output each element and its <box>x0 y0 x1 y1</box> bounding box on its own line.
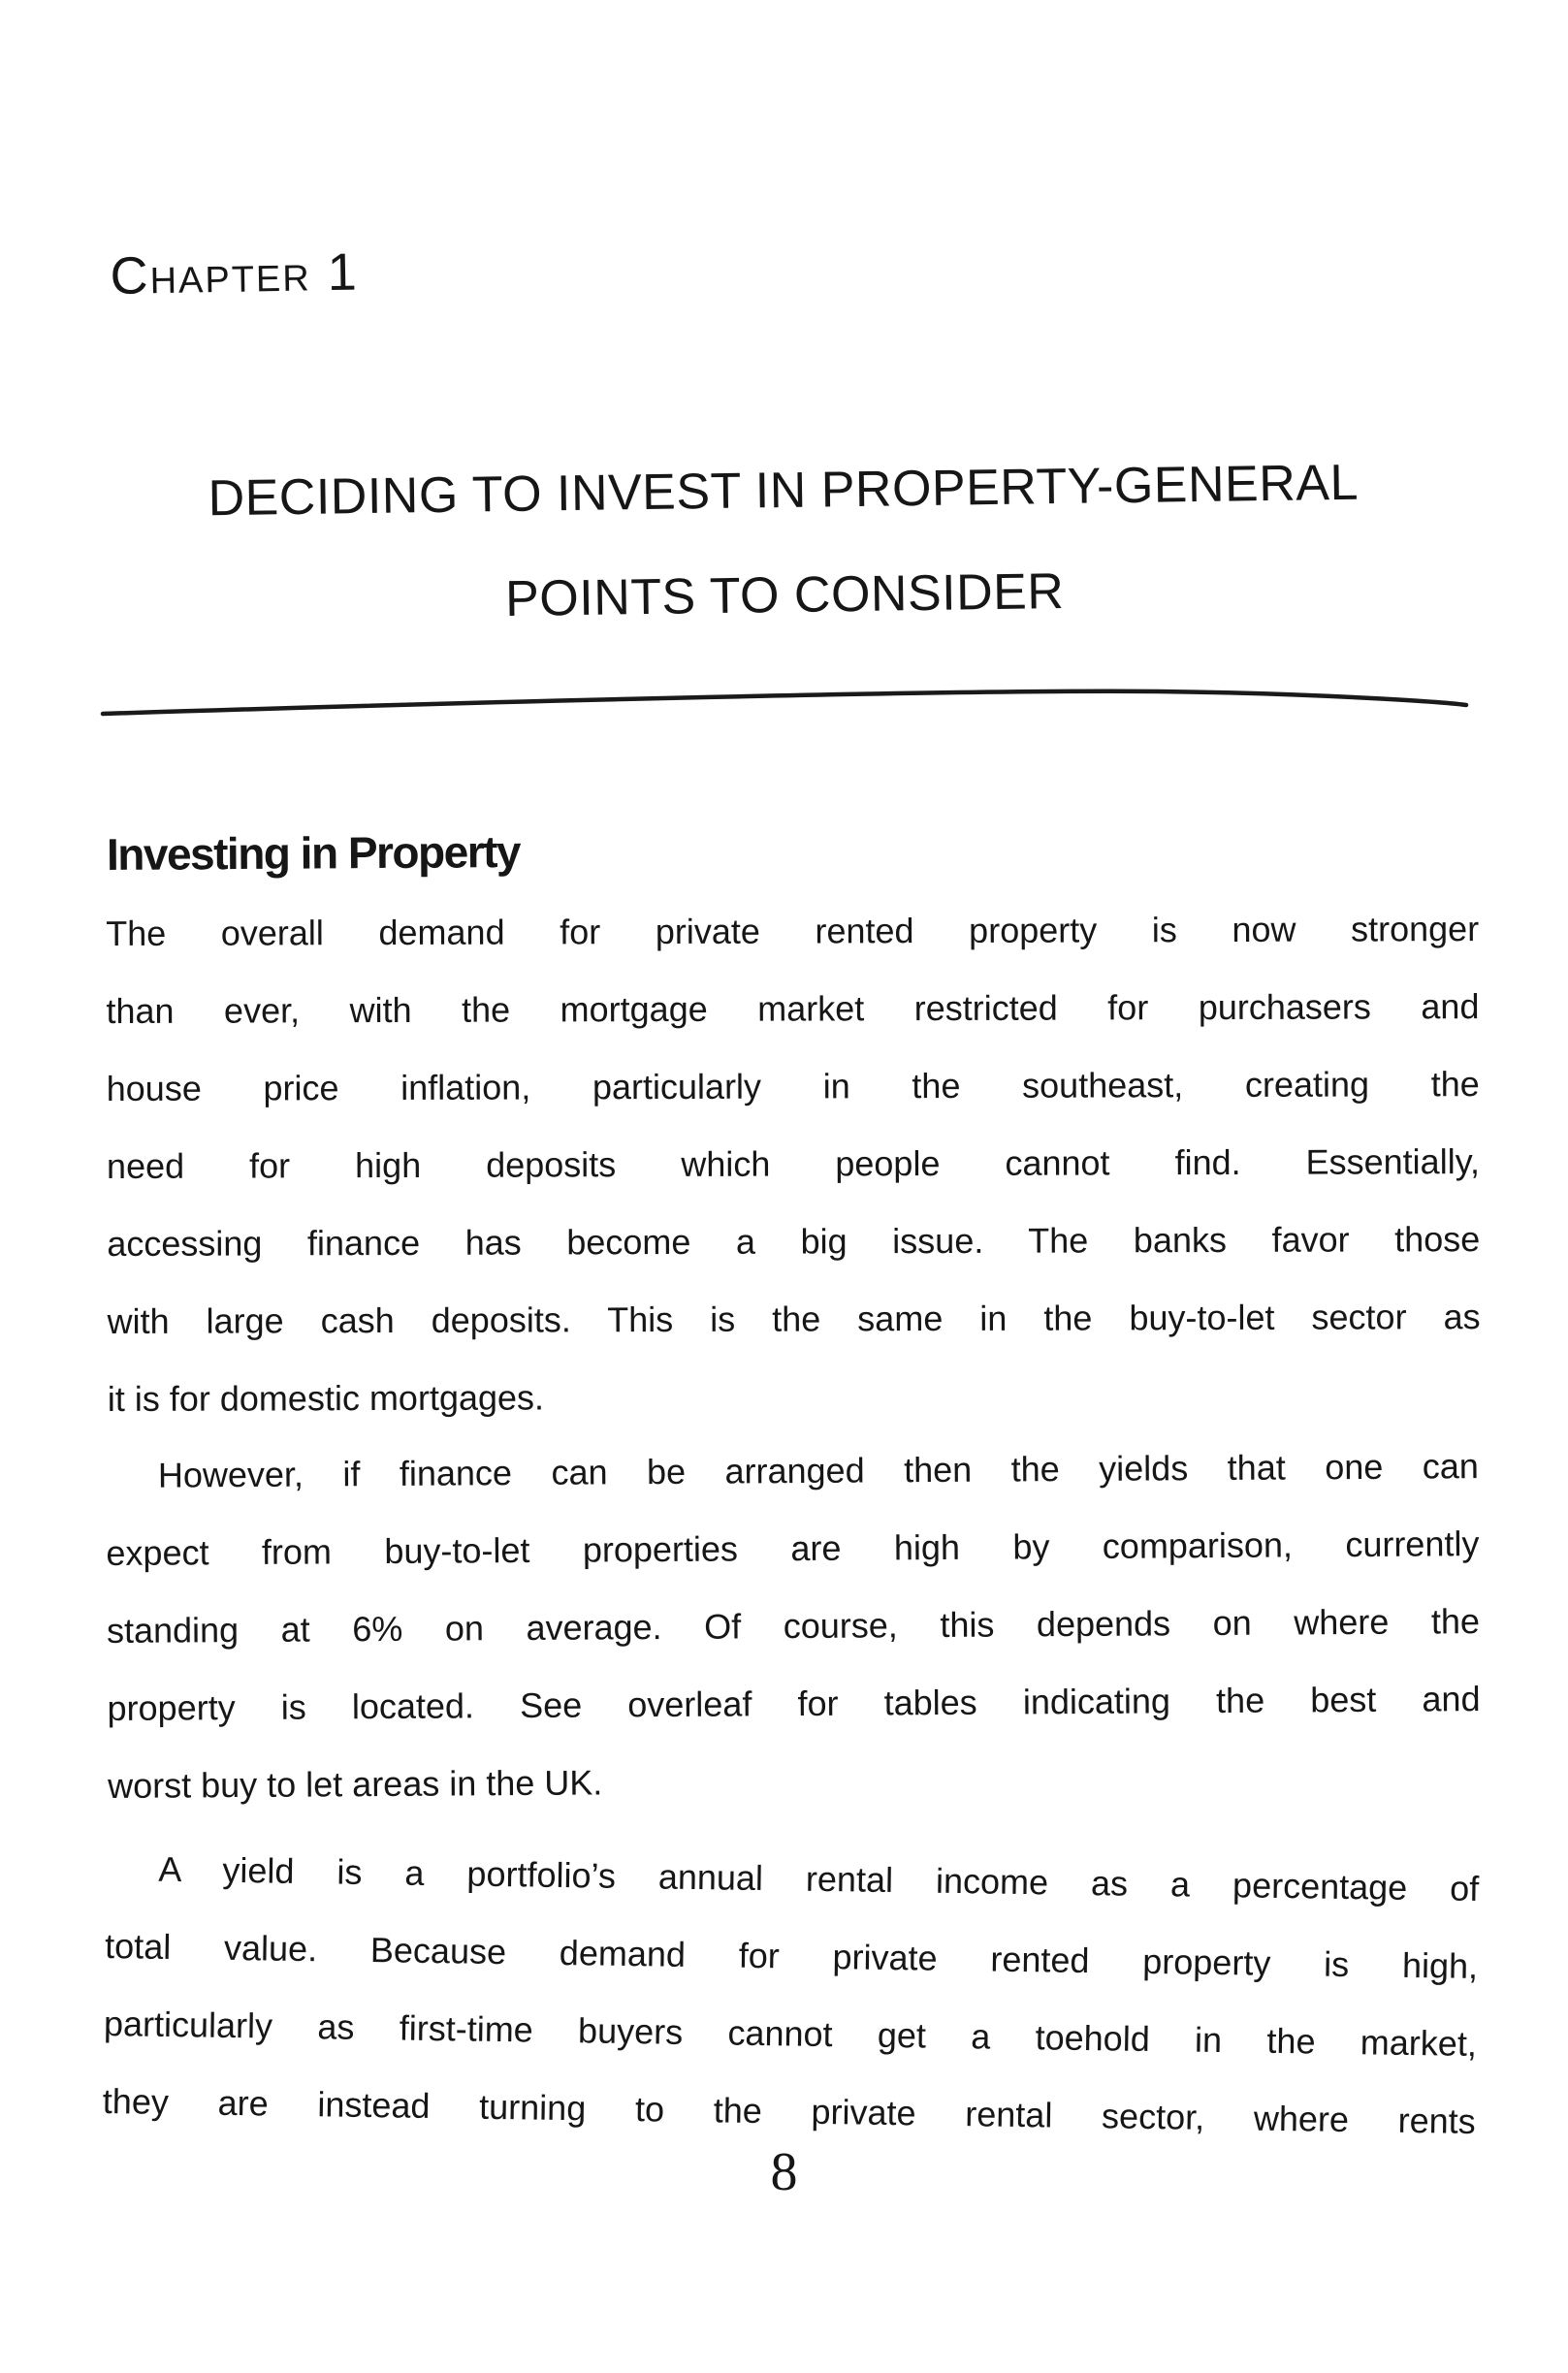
text-line: The overall demand for private rented property is now stronger <box>106 909 1480 954</box>
text-line: standing at 6% on average. Of course, this depends on where the <box>106 1601 1481 1651</box>
text-line: particularly as first-time buyers cannot get a toehold in the market, <box>103 2003 1478 2064</box>
paragraph-3 <box>102 1830 1480 2161</box>
title-line-2: POINTS TO CONSIDER <box>504 562 1065 628</box>
paragraph-2 <box>106 1427 1482 1825</box>
text-line: it is for domestic mortgages. <box>107 1377 545 1419</box>
text-line: they are instead turning to the private rental sector, where rents <box>102 2080 1477 2141</box>
title-line-1: DECIDING TO INVEST IN PROPERTY-GENERAL <box>208 454 1360 528</box>
text-line: However, if finance can be arranged then the yields that one can <box>157 1446 1479 1495</box>
paragraph-1 <box>106 890 1481 1438</box>
text-line: with large cash deposits. This is the same in the buy-to-let sector as <box>107 1297 1481 1341</box>
text-line: house price inflation, particularly in the southeast, creating the <box>106 1064 1480 1109</box>
text-line: than ever, with the mortgage market restricted for purchasers and <box>106 986 1480 1032</box>
text-line: accessing finance has become a big issue. The banks favor those <box>107 1219 1481 1264</box>
text-line: expect from buy-to-let properties are high by comparison, currently <box>106 1523 1480 1574</box>
divider-rule <box>97 681 1474 723</box>
text-line: worst buy to let areas in the UK. <box>107 1762 603 1806</box>
page-number: 8 <box>770 2142 798 2202</box>
divider-line <box>103 691 1466 714</box>
text-line: need for high deposits which people cannot find. Essentially, <box>106 1141 1481 1186</box>
section-heading: Investing in Property <box>106 826 521 880</box>
text-line: A yield is a portfolio’s annual rental income as a percentage of <box>158 1848 1480 1908</box>
chapter-title <box>0 428 1568 659</box>
text-line: total value. Because demand for private rented property is high, <box>104 1925 1479 1986</box>
chapter-label: Chapter 1 <box>110 242 360 305</box>
text-line: property is located. See overleaf for tables indicating the best and <box>107 1679 1481 1728</box>
